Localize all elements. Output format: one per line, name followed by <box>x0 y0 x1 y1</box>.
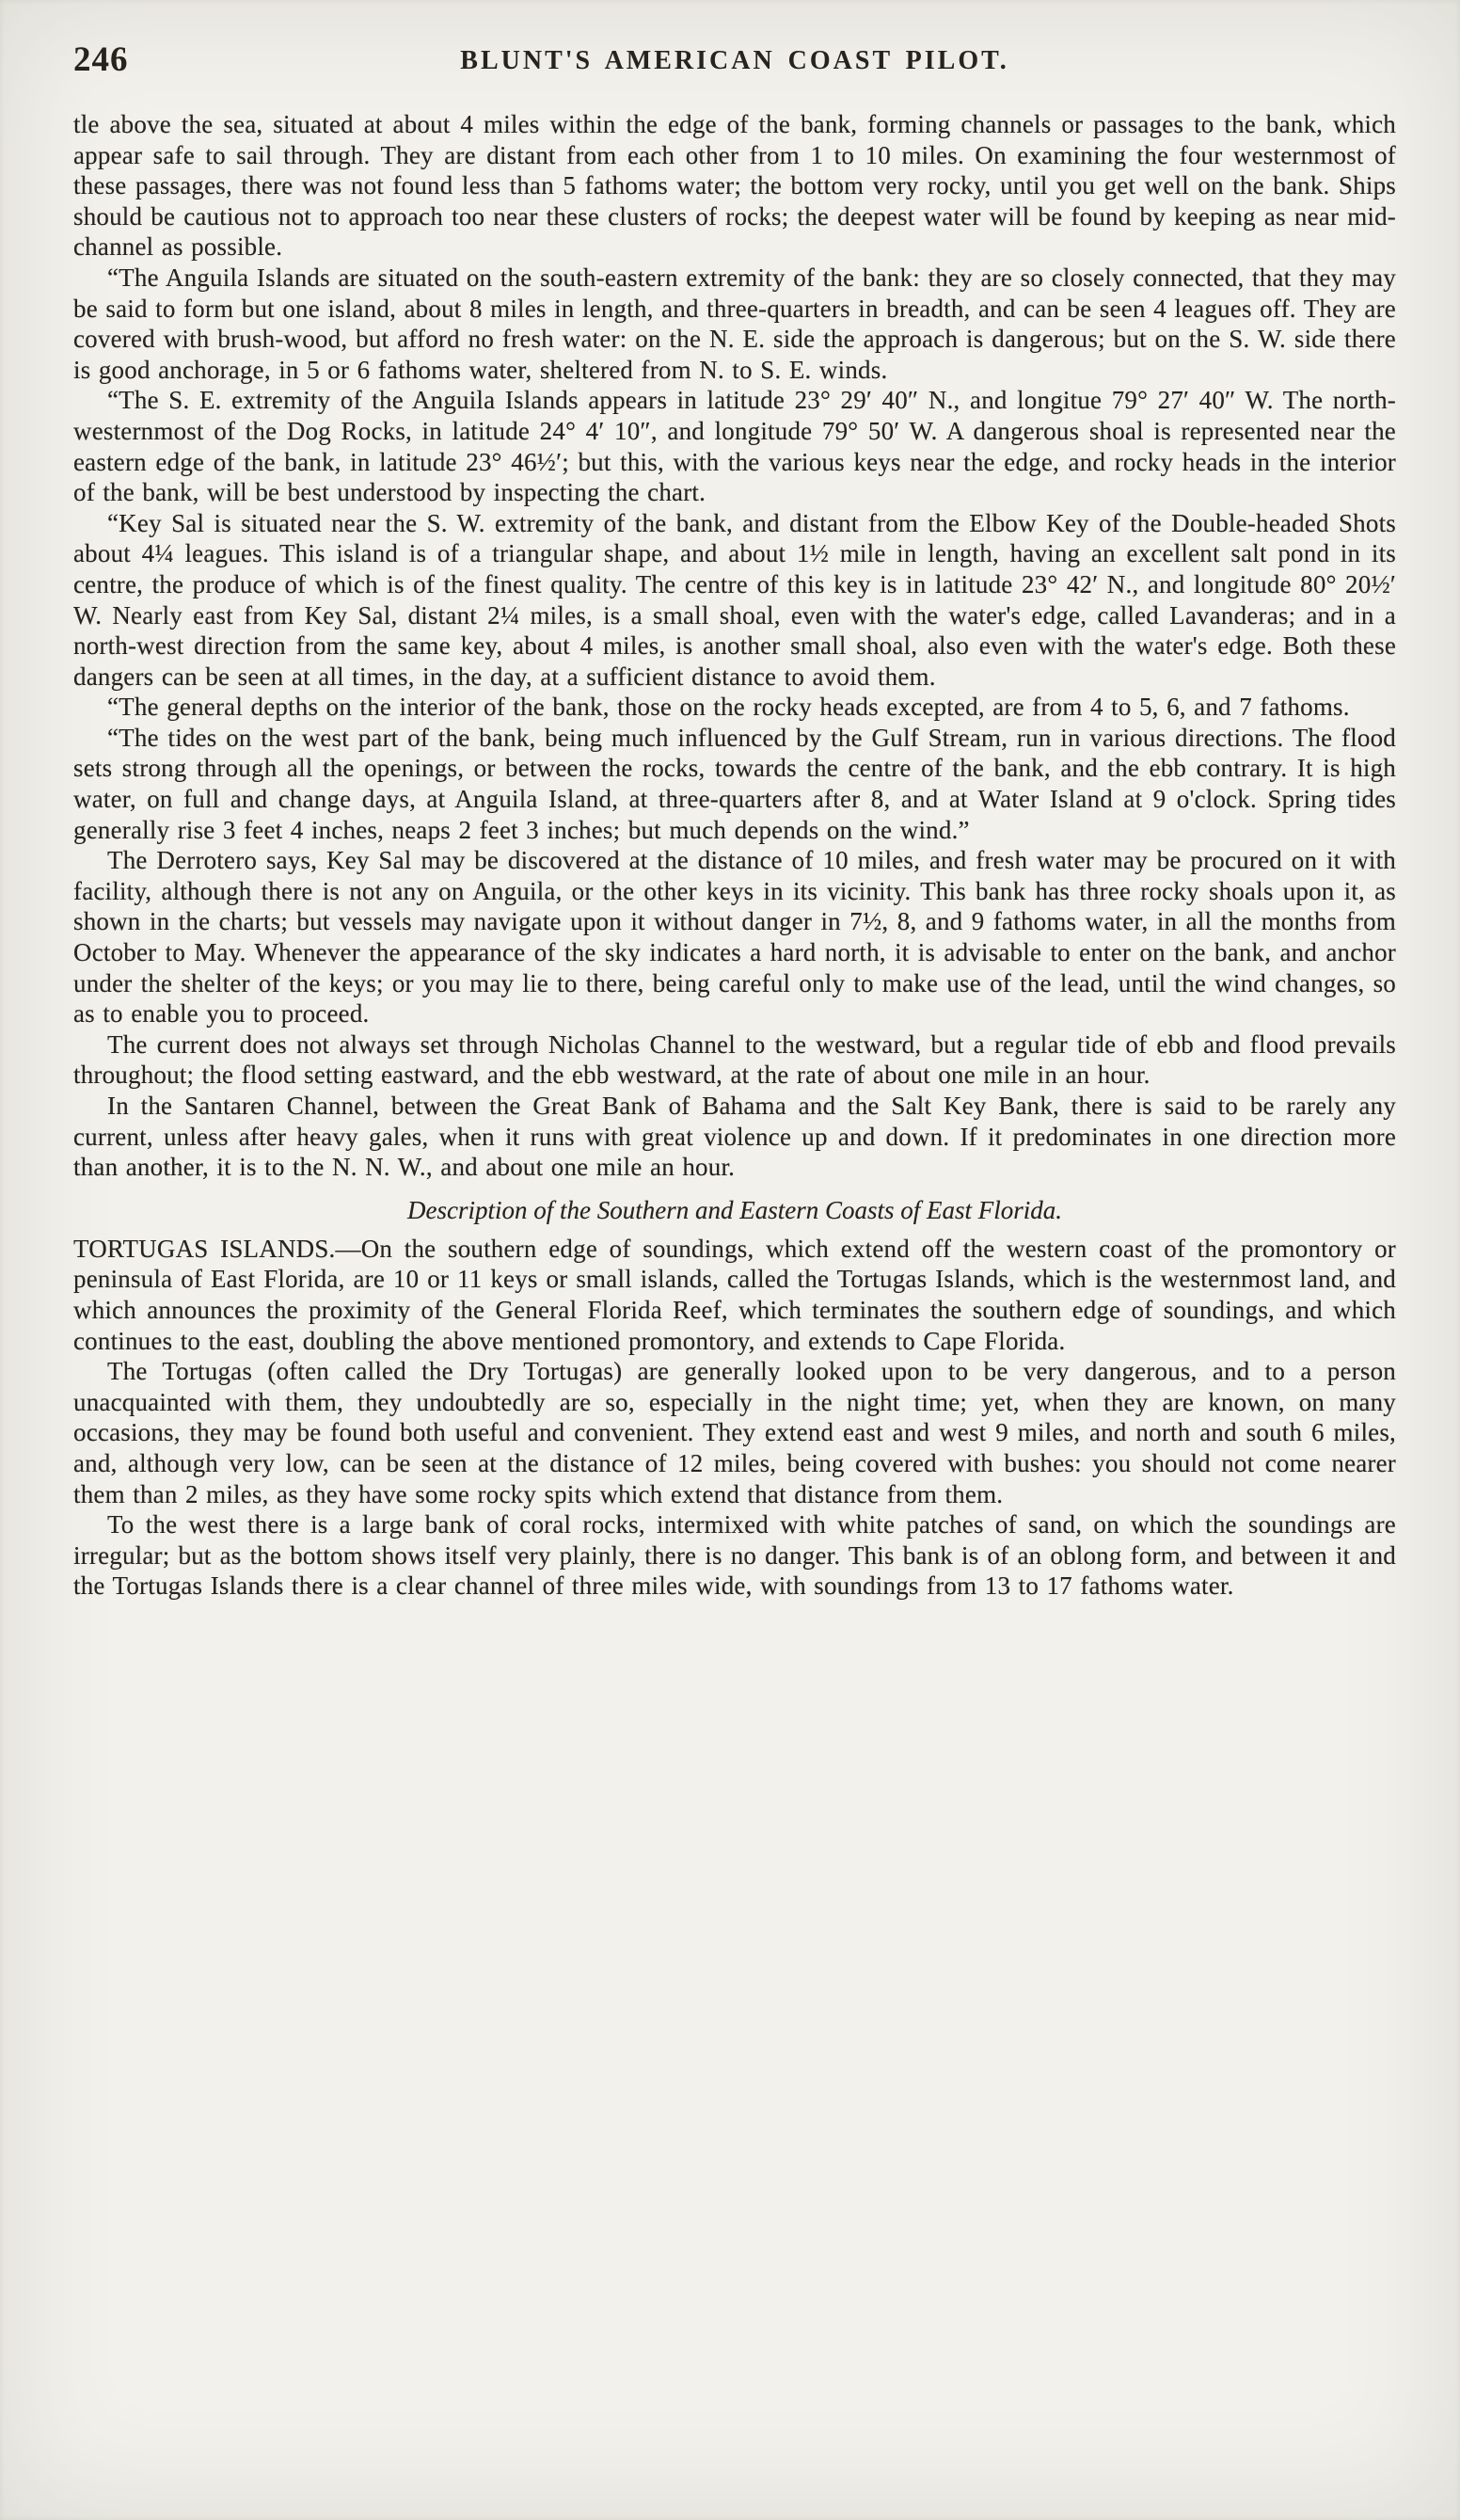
section-heading: Description of the Southern and Eastern Coasts of East Florida. <box>407 1195 1062 1224</box>
paragraph: “The general depths on the interior of the bank, those on the rocky heads excepted, are from 4 to 5, 6, and 7 fathoms. <box>107 693 1350 722</box>
running-title: BLUNT'S AMERICAN COAST PILOT. <box>460 46 1009 75</box>
paragraph: “The S. E. extremity of the Anguila Islands appears in latitude 23° 29′ 40″ N., and longitue 79° 27′ 40″ W. The north-westernmost of the Dog Rocks, in latitude 24° 4′ 10″, and longitude 79° 50′ W. A dangerous shoal is represented near the eastern edge of the bank, in latitude 23° 46½′; but this, with the various keys near the edge, and rocky heads in the interior of the bank, will be best understood by inspecting the chart. <box>73 386 1396 507</box>
paragraph: The Tortugas (often called the Dry Tortugas) are generally looked upon to be very dangerous, and to a person unacquainted with them, they undoubtedly are so, especially in the night time; yet, when they are known, on many occasions, they may be found both useful and convenient. They extend east and west 9 miles, and north and south 6 miles, and, although very low, can be seen at the distance of 12 miles, being covered with bushes: you should not come nearer them than 2 miles, as they have some rocky spits which extend that distance from them. <box>73 1357 1396 1508</box>
paragraph-continuation: tle above the sea, situated at about 4 miles within the edge of the bank, forming channels or passages to the bank, which appear safe to sail through. They are distant from each other from 1 to 10 miles. On examining the four westernmost of these passages, there was not found less than 5 fathoms water; the bottom very rocky, until you get well on the bank. Ships should be cautious not to approach too near these clusters of rocks; the deepest water will be found by keeping as near mid-channel as possible. <box>73 110 1396 262</box>
page-body <box>73 109 1396 1602</box>
paragraph: “Key Sal is situated near the S. W. extremity of the bank, and distant from the Elbow Key of the Double-headed Shots about 4¼ leagues. This island is of a triangular shape, and about 1½ mile in length, having an excellent salt pond in its centre, the produce of which is of the finest quality. The centre of this key is in latitude 23° 42′ N., and longitude 80° 20½′ W. Nearly east from Key Sal, distant 2¼ miles, is a small shoal, even with the water's edge, called Lavanderas; and in a north-west direction from the same key, about 4 miles, is another small shoal, also even with the water's edge. Both these dangers can be seen at all times, in the day, at a sufficient distance to avoid them. <box>73 508 1396 691</box>
paragraph: “The tides on the west part of the bank, being much influenced by the Gulf Stream, run in various directions. The flood sets strong through all the openings, or between the rocks, towards the centre of the bank, and the ebb contrary. It is high water, on full and change days, at Anguila Island, at three-quarters after 8, and at Water Island at 9 o'clock. Spring tides generally rise 3 feet 4 inches, neaps 2 feet 3 inches; but much depends on the wind.” <box>73 723 1396 844</box>
paragraph: The Derrotero says, Key Sal may be discovered at the distance of 10 miles, and fresh water may be procured on it with facility, although there is not any on Anguila, or the other keys in its vicinity. This bank has three rocky shoals upon it, as shown in the charts; but vessels may navigate upon it without danger in 7½, 8, and 9 fathoms water, in all the months from October to May. Whenever the appearance of the sky indicates a hard north, it is advisable to enter on the bank, and anchor under the shelter of the keys; or you may lie to there, being careful only to make use of the lead, until the wind changes, so as to enable you to proceed. <box>73 846 1396 1029</box>
paragraph: “The Anguila Islands are situated on the south-eastern extremity of the bank: they are so closely connected, that they may be said to form but one island, about 8 miles in length, and three-quarters in breadth, and can be seen 4 leagues off. They are covered with brush-wood, but afford no fresh water: on the N. E. side the approach is dangerous; but on the S. W. side there is good anchorage, in 5 or 6 fathoms water, sheltered from N. to S. E. winds. <box>73 263 1396 384</box>
paragraph: In the Santaren Channel, between the Great Bank of Bahama and the Salt Key Bank, there is said to be rarely any current, unless after heavy gales, when it runs with great violence up and down. If it predominates in one direction more than another, it is to the N. N. W., and about one mile an hour. <box>73 1092 1396 1182</box>
paragraph: To the west there is a large bank of coral rocks, intermixed with white patches of sand, on which the soundings are irregular; but as the bottom shows itself very plainly, there is no danger. This bank is of an oblong form, and between it and the Tortugas Islands there is a clear channel of three miles wide, with soundings from 13 to 17 fathoms water. <box>73 1510 1396 1601</box>
page-content <box>73 40 1396 1602</box>
page-number: 246 <box>73 40 129 79</box>
paragraph: The current does not always set through Nicholas Channel to the westward, but a regular tide of ebb and flood prevails throughout; the flood setting eastward, and the ebb westward, at the rate of about one mile in an hour. <box>73 1029 1396 1090</box>
paragraph-tortugas-islands: TORTUGAS ISLANDS.—On the southern edge of soundings, which extend off the western coast of the promontory or peninsula of East Florida, are 10 or 11 keys or small islands, called the Tortugas Islands, which is the westernmost land, and which announces the proximity of the General Florida Reef, which terminates the southern edge of soundings, and which continues to the east, doubling the above mentioned promontory, and extends to Cape Florida. <box>73 1234 1396 1355</box>
page-header <box>73 40 1396 88</box>
